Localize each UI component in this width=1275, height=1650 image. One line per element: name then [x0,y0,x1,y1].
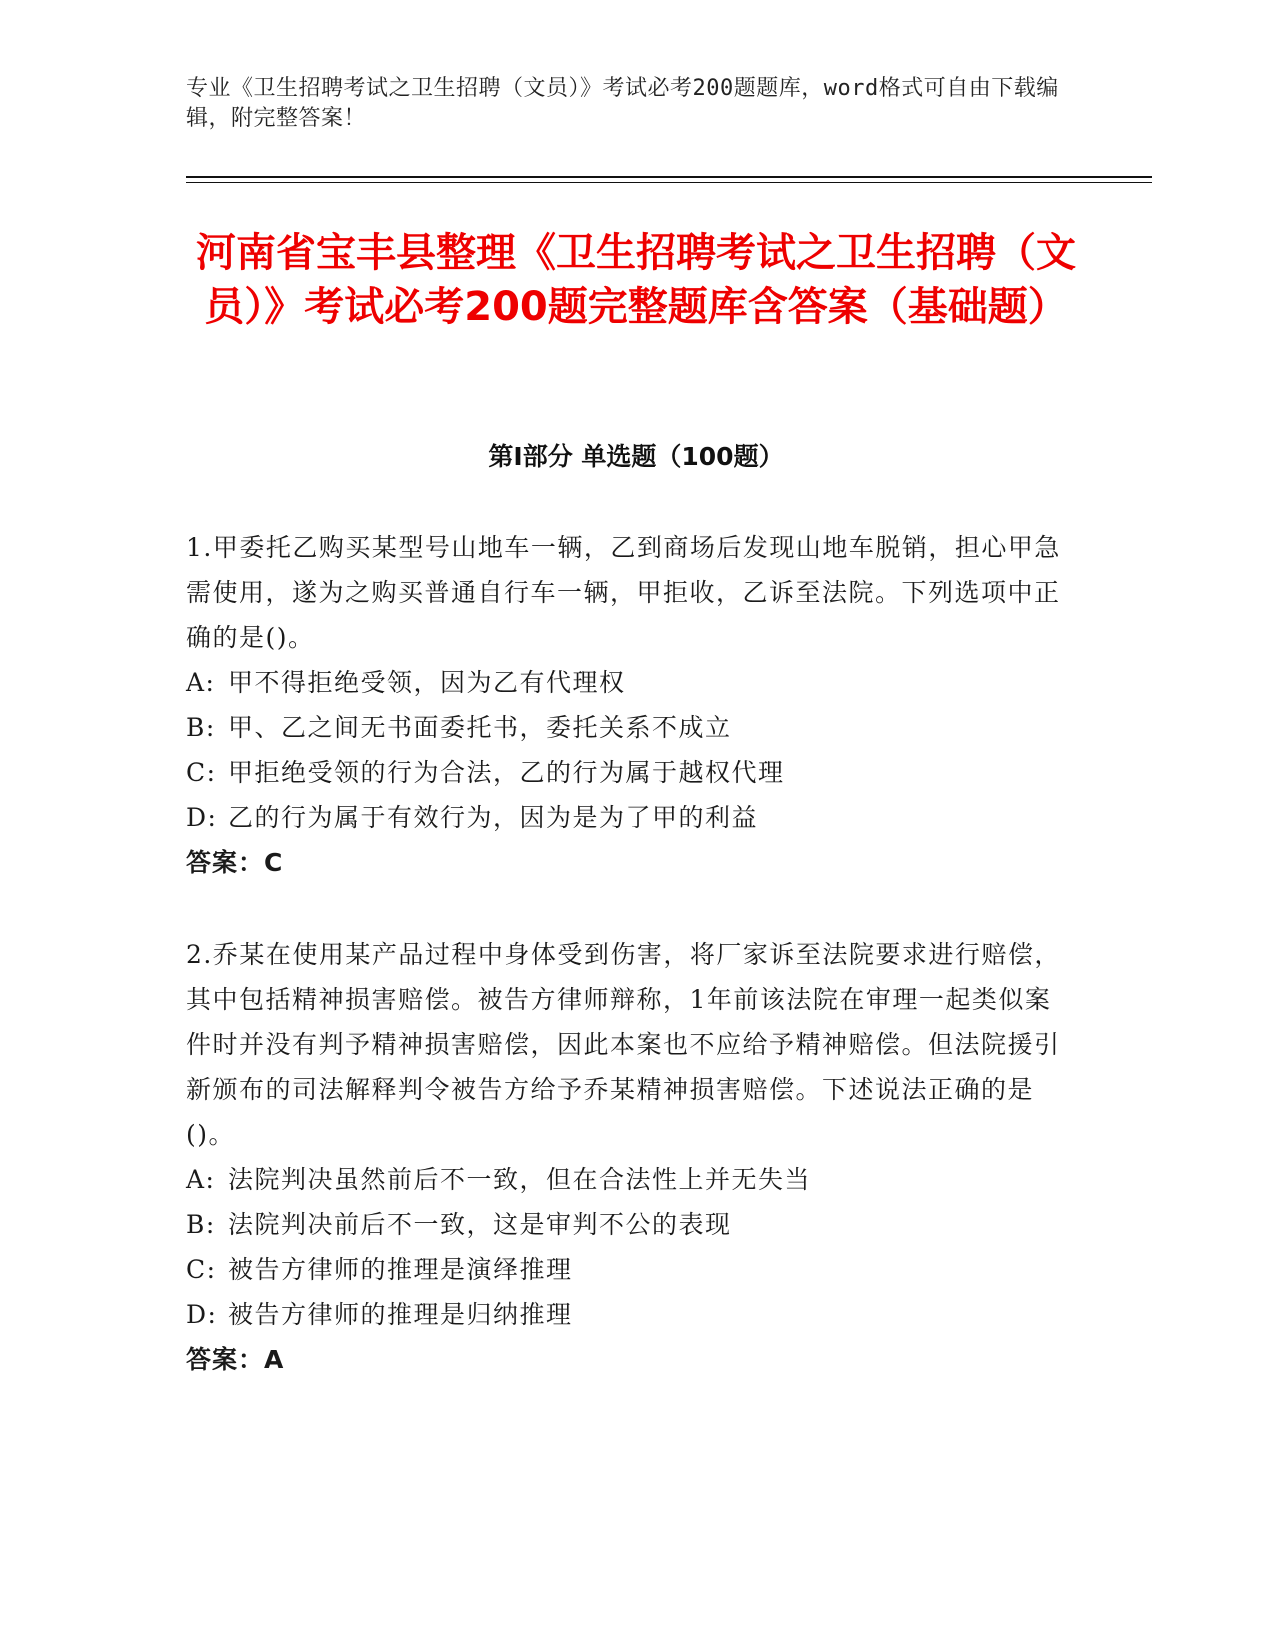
option-text: 被告方律师的推理是归纳推理 [228,1300,573,1329]
header-divider-thin [186,182,1152,183]
option-c [186,750,1066,795]
header-divider-thick [186,176,1152,178]
document-title: 河南省宝丰县整理《卫生招聘考试之卫生招聘（文员）》考试必考200题完整题库含答案（基础题） [196,230,1076,330]
section-title: 第I部分 单选题（100题） [488,442,784,471]
option-text: 甲不得拒绝受领，因为乙有代理权 [228,668,626,697]
option-a [186,660,1066,705]
question-1 [186,525,1066,885]
option-text: 甲、乙之间无书面委托书，委托关系不成立 [228,713,732,742]
question-2 [186,932,1066,1382]
option-text: 法院判决前后不一致，这是审判不公的表现 [228,1210,732,1239]
option-d [186,795,1066,840]
option-key: B: [186,713,216,742]
answer-line: 答案：C [186,848,284,877]
option-key: C: [186,758,217,787]
option-text: 甲拒绝受领的行为合法，乙的行为属于越权代理 [228,758,785,787]
option-key: C: [186,1255,217,1284]
option-key: A: [186,668,216,697]
question-text: 1.甲委托乙购买某型号山地车一辆，乙到商场后发现山地车脱销，担心甲急需使用，遂为之购买普通自行车一辆，甲拒收，乙诉至法院。下列选项中正确的是()。 [186,533,1061,652]
option-text: 乙的行为属于有效行为，因为是为了甲的利益 [228,803,759,832]
option-key: B: [186,1210,216,1239]
option-key: A: [186,1165,216,1194]
option-b [186,705,1066,750]
option-text: 被告方律师的推理是演绎推理 [228,1255,573,1284]
header-note: 专业《卫生招聘考试之卫生招聘（文员）》考试必考200题题库，word格式可自由下载编辑，附完整答案！ [186,76,1059,131]
option-text: 法院判决虽然前后不一致，但在合法性上并无失当 [228,1165,812,1194]
option-key: D: [186,1300,218,1329]
option-a [186,1157,1066,1202]
option-c [186,1247,1066,1292]
option-b [186,1202,1066,1247]
question-text: 2.乔某在使用某产品过程中身体受到伤害，将厂家诉至法院要求进行赔偿，其中包括精神损害赔偿。被告方律师辩称，1年前该法院在审理一起类似案件时并没有判予精神损害赔偿，因此本案也不应给予精神赔偿。但法院援引新颁布的司法解释判令被告方给予乔某精神损害赔偿。下述说法正确的是()。 [186,940,1061,1149]
option-d [186,1292,1066,1337]
option-key: D: [186,803,218,832]
answer-line: 答案：A [186,1345,285,1374]
